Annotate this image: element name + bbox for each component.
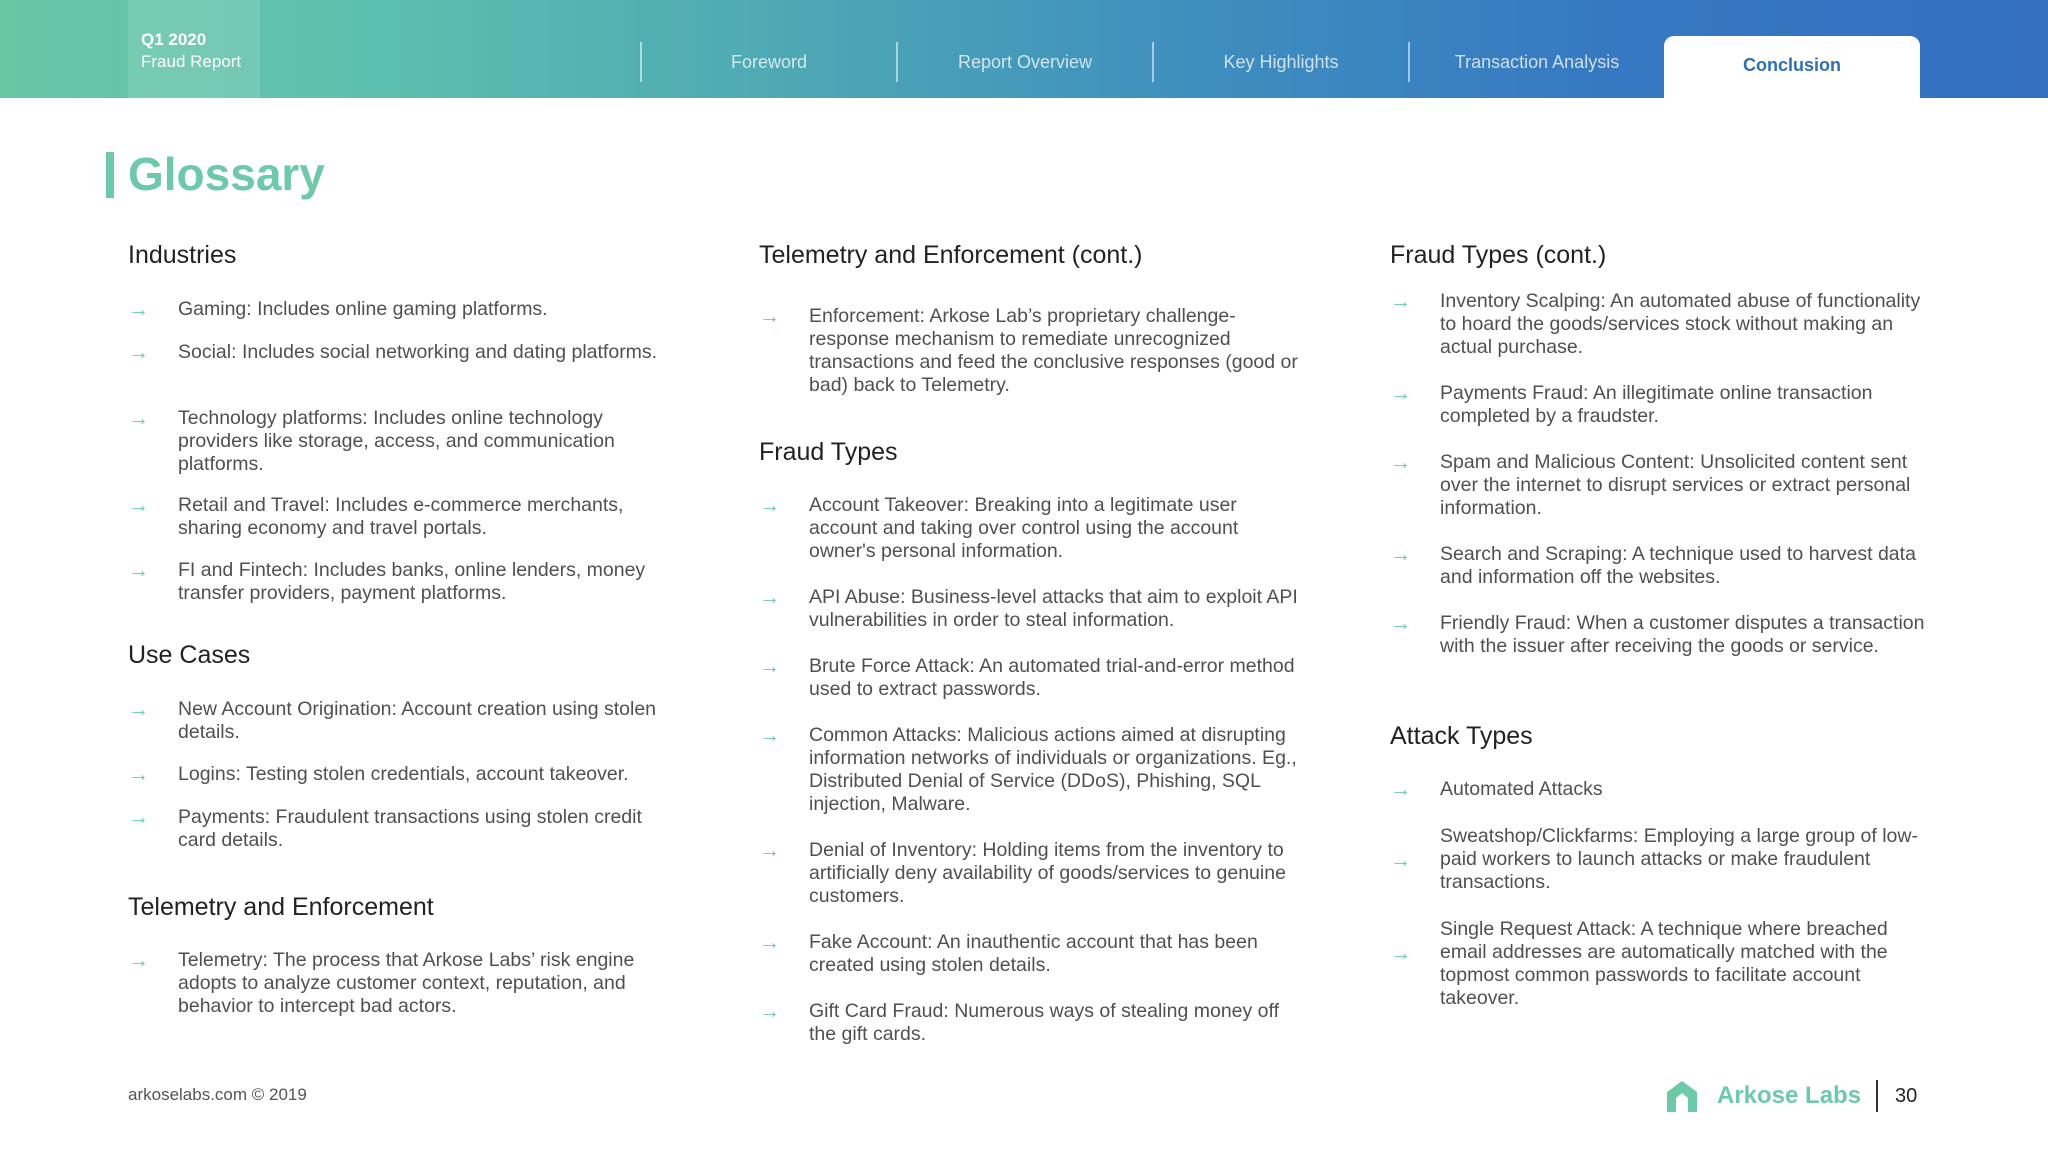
arrow-right-icon: → [1390,290,1411,313]
top-banner [0,0,2048,98]
arrow-right-icon: → [759,931,780,954]
page-number: 30 [1895,1085,1918,1107]
page-title: Glossary [128,148,325,200]
section-title-industries: Industries [128,241,237,269]
arrow-right-icon: → [759,839,780,862]
section-title-attack-types: Attack Types [1390,722,1533,750]
item-text: Fake Account: An inauthentic account that has been created using stolen details. [809,931,1258,976]
footer-divider [1876,1080,1878,1112]
arrow-right-icon: → [128,949,149,972]
item-text: Telemetry: The process that Arkose Labs’ risk engine adopts to analyze customer context, reputation, and behavior to intercept bad actors. [178,949,635,1017]
item-text: Social: Includes social networking and dating platforms. [178,341,658,363]
item-text: Payments: Fraudulent transactions using stolen credit card details. [178,806,642,851]
item-text: Logins: Testing stolen credentials, account takeover. [178,763,629,785]
tab-foreword[interactable]: Foreword [640,42,896,82]
arrow-right-icon: → [1390,451,1411,474]
tab-transaction-analysis[interactable]: Transaction Analysis [1408,42,1664,82]
arrow-right-icon: → [128,298,149,321]
tab-conclusion[interactable]: Conclusion [1664,36,1920,98]
arrow-right-icon: → [128,494,149,517]
tab-report-overview[interactable]: Report Overview [896,42,1152,82]
arrow-right-icon: → [128,341,149,364]
section-title-fraud-types: Fraud Types [759,438,898,466]
item-text: Gift Card Fraud: Numerous ways of stealing money off the gift cards. [809,1000,1280,1045]
arrow-right-icon: → [759,1000,780,1023]
section-title-telemetry-enforcement-cont: Telemetry and Enforcement (cont.) [759,241,1143,269]
arrow-right-icon: → [759,305,780,328]
item-text: Enforcement: Arkose Lab’s proprietary challenge-response mechanism to remediate unrecognized transactions and feed the conclusive responses (good or bad) back to Telemetry. [809,305,1298,396]
title-accent-bar [106,152,114,198]
item-text: Payments Fraud: An illegitimate online transaction completed by a fraudster. [1440,382,1873,427]
item-text: Search and Scraping: A technique used to harvest data and information off the websites. [1440,543,1916,588]
item-text: FI and Fintech: Includes banks, online lenders, money transfer providers, payment platforms. [178,559,646,604]
arrow-right-icon: → [759,586,780,609]
report-year: Q1 2020 [141,30,207,49]
arrow-right-icon: → [1390,942,1411,965]
arrow-right-icon: → [1390,612,1411,635]
report-brand [128,0,260,98]
section-title-fraud-types-cont: Fraud Types (cont.) [1390,241,1607,269]
tab-key-highlights[interactable]: Key Highlights [1152,42,1408,82]
arrow-right-icon: → [128,806,149,829]
section-title-telemetry-enforcement: Telemetry and Enforcement [128,893,434,921]
item-text: Common Attacks: Malicious actions aimed at disrupting information networks of individuals or organizations. Eg., Distributed Denial of Service (DDoS), Phishing, SQL injection, Malware. [809,724,1297,815]
arrow-right-icon: → [1390,382,1411,405]
arrow-right-icon: → [759,494,780,517]
arrow-right-icon: → [128,559,149,582]
item-text: Account Takeover: Breaking into a legitimate user account and taking over control using the account owner's personal information. [809,494,1239,562]
section-title-use-cases: Use Cases [128,641,251,669]
arkose-logo-icon [1664,1078,1700,1114]
arrow-right-icon: → [128,763,149,786]
arrow-right-icon: → [1390,778,1411,801]
arrow-right-icon: → [128,407,149,430]
item-text: New Account Origination: Account creation using stolen details. [178,698,657,743]
item-text: Spam and Malicious Content: Unsolicited content sent over the internet to disrupt services or extract personal information. [1440,451,1911,519]
item-text: Friendly Fraud: When a customer disputes a transaction with the issuer after receiving the goods or service. [1440,612,1925,657]
arrow-right-icon: → [759,655,780,678]
item-text: Automated Attacks [1440,778,1603,800]
arrow-right-icon: → [1390,849,1411,872]
item-text: Inventory Scalping: An automated abuse of functionality to hoard the goods/services stock without making an actual purchase. [1440,290,1921,358]
item-text: Single Request Attack: A technique where breached email addresses are automatically matched with the topmost common passwords to facilitate account takeover. [1440,918,1888,1009]
item-text: API Abuse: Business-level attacks that aim to exploit API vulnerabilities in order to steal information. [809,586,1298,631]
brand-logo-text: Arkose Labs [1717,1082,1862,1109]
item-text: Gaming: Includes online gaming platforms. [178,298,548,320]
item-text: Retail and Travel: Includes e-commerce merchants, sharing economy and travel portals. [178,494,624,539]
item-text: Technology platforms: Includes online technology providers like storage, access, and communication platforms. [178,407,615,475]
item-text: Sweatshop/Clickfarms: Employing a large group of low-paid workers to launch attacks or make fraudulent transactions. [1440,825,1918,893]
item-text: Brute Force Attack: An automated trial-and-error method used to extract passwords. [809,655,1295,700]
arrow-right-icon: → [1390,543,1411,566]
arrow-right-icon: → [128,698,149,721]
footer-copyright: arkoselabs.com © 2019 [128,1085,307,1104]
arrow-right-icon: → [759,724,780,747]
item-text: Denial of Inventory: Holding items from the inventory to artificially deny availability of goods/services to genuine customers. [809,839,1286,907]
report-subtitle: Fraud Report [141,52,242,71]
